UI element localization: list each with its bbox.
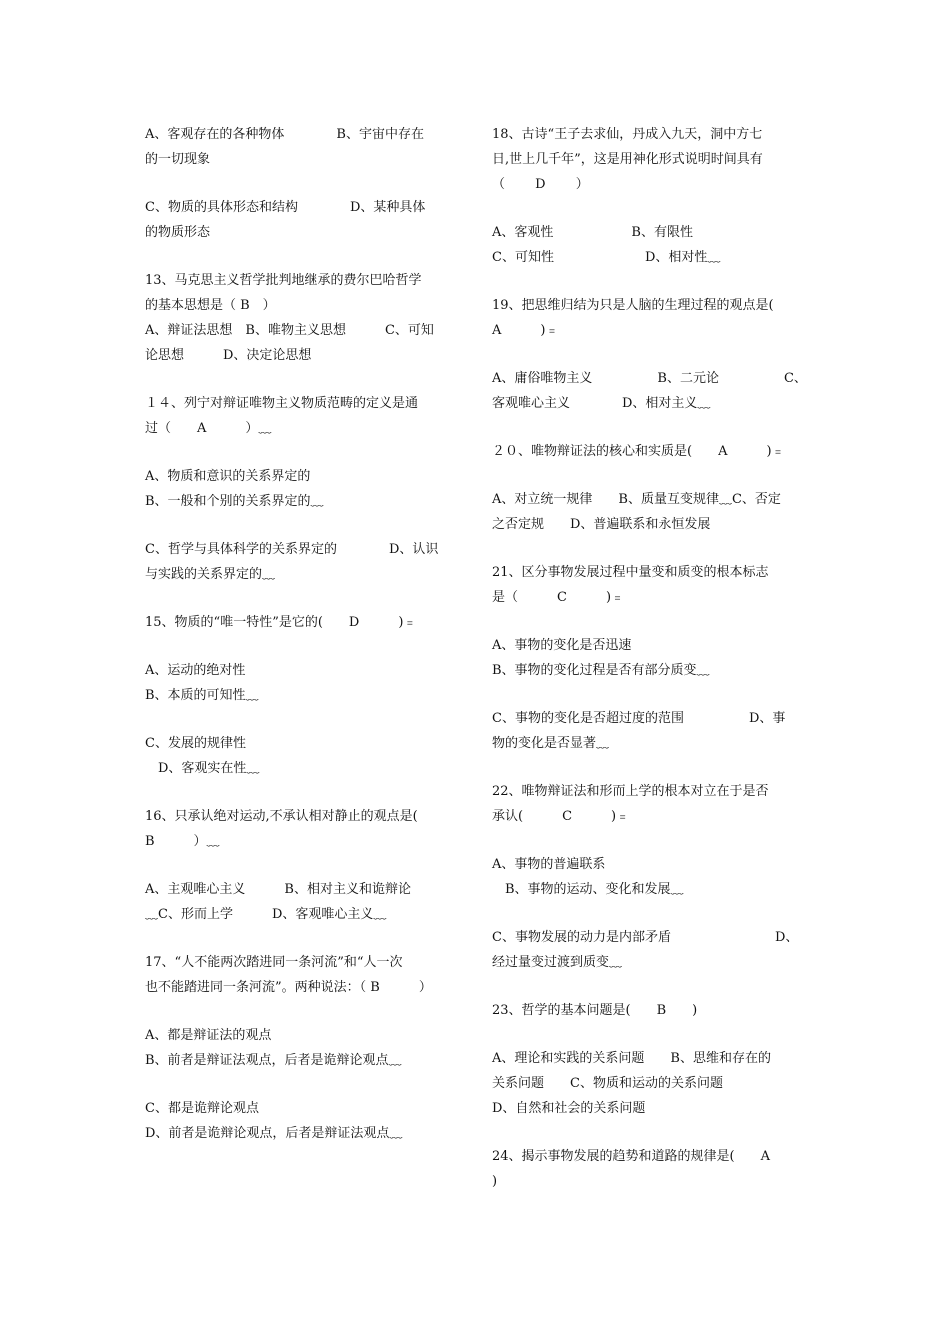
block-gap (492, 270, 810, 293)
text-line: 物的变化是否显著﹏ (492, 736, 610, 751)
block-gap (492, 829, 810, 852)
text-line: D、客观实在性﹏ (145, 761, 260, 776)
text-line: 之否定规 D、普遍联系和永恒发展 (492, 517, 711, 532)
text-line: A、理论和实践的关系问题 B、思维和存在的 (492, 1051, 771, 1066)
text-line: 与实践的关系界定的﹏ (145, 567, 276, 582)
question-block (145, 1096, 457, 1146)
block-gap (492, 975, 810, 998)
question-block (492, 220, 810, 270)
block-gap (145, 708, 457, 731)
text-line: 17、“人不能两次踏进同一条河流”和“人一次 (145, 955, 403, 970)
question-block (145, 877, 457, 927)
question-block (145, 122, 457, 172)
question-block (145, 268, 457, 368)
text-line: 15、物质的“唯一特性”是它的( D )﹦ (145, 615, 417, 630)
question-block (492, 560, 810, 610)
block-gap (145, 441, 457, 464)
text-line: 的基本思想是（ B ） (145, 298, 276, 313)
question-block (145, 950, 457, 1000)
question-block (492, 366, 810, 416)
text-line: C、事物发展的动力是内部矛盾 D、 (492, 930, 799, 945)
question-block (492, 487, 810, 537)
text-line: 24、揭示事物发展的趋势和道路的规律是( A (492, 1149, 771, 1164)
text-line: 的物质形态 (145, 225, 211, 240)
text-line: 客观唯心主义 D、相对主义﹏ (492, 396, 711, 411)
block-gap (145, 781, 457, 804)
block-gap (492, 902, 810, 925)
block-gap (145, 514, 457, 537)
question-block (492, 122, 810, 197)
text-line: 论思想 D、决定论思想 (145, 348, 312, 363)
block-gap (492, 197, 810, 220)
question-block (492, 633, 810, 683)
question-block (145, 658, 457, 708)
text-line: 承认( C )﹦ (492, 809, 630, 824)
question-block (145, 391, 457, 441)
text-line: A、运动的绝对性 (145, 663, 246, 678)
block-gap (492, 756, 810, 779)
question-block (145, 731, 457, 781)
text-line: ) (492, 1174, 498, 1189)
text-line: D、前者是诡辩论观点，后者是辩证法观点﹏ (145, 1126, 403, 1141)
question-block (492, 1144, 810, 1194)
block-gap (145, 927, 457, 950)
text-line: 经过量变过渡到质变﹏ (492, 955, 623, 970)
question-block (145, 610, 457, 635)
block-gap (492, 683, 810, 706)
text-line: 21、区分事物发展过程中量变和质变的根本标志 (492, 565, 769, 580)
text-line: B、一般和个别的关系界定的﹏ (145, 494, 324, 509)
text-line: B、前者是辩证法观点，后者是诡辩论观点﹏ (145, 1053, 402, 1068)
block-gap (492, 343, 810, 366)
text-line: 关系问题 C、物质和运动的关系问题 (492, 1076, 723, 1091)
question-block (492, 439, 810, 464)
block-gap (145, 245, 457, 268)
text-line: 23、哲学的基本问题是( B ) (492, 1003, 698, 1018)
text-line: B、本质的可知性﹏ (145, 688, 259, 703)
block-gap (145, 1000, 457, 1023)
text-line: A、事物的变化是否迅速 (492, 638, 632, 653)
question-block (492, 925, 810, 975)
text-line: １４、列宁对辩证唯物主义物质范畴的定义是通 (145, 396, 419, 411)
text-line: C、发展的规律性 (145, 736, 246, 751)
text-line: C、哲学与具体科学的关系界定的 D、认识 (145, 542, 439, 557)
block-gap (145, 368, 457, 391)
text-line: 是（ C )﹦ (492, 590, 625, 605)
question-block (492, 706, 810, 756)
left-column (145, 122, 457, 1146)
text-line: A、对立统一规律 B、质量互变规律﹏C、否定 (492, 492, 781, 507)
text-line: C、都是诡辩论观点 (145, 1101, 259, 1116)
block-gap (492, 1121, 810, 1144)
text-line: ２０、唯物辩证法的核心和实质是( A )﹦ (492, 444, 785, 459)
question-block (492, 998, 810, 1023)
question-block (145, 804, 457, 854)
block-gap (492, 610, 810, 633)
text-line: 16、只承认绝对运动,不承认相对静止的观点是( (145, 809, 418, 824)
block-gap (492, 464, 810, 487)
text-line: A、主观唯心主义 B、相对主义和诡辩论 (145, 882, 411, 897)
block-gap (492, 1023, 810, 1046)
text-line: 18、古诗“王子去求仙，丹成入九天，洞中方七 (492, 127, 763, 142)
text-line: 19、把思维归结为只是人脑的生理过程的观点是( (492, 298, 774, 313)
block-gap (492, 416, 810, 439)
text-line: （ D ） (492, 177, 589, 192)
text-line: 22、唯物辩证法和形而上学的根本对立在于是否 (492, 784, 769, 799)
block-gap (492, 537, 810, 560)
text-line: A、客观存在的各种物体 B、宇宙中存在 (145, 127, 424, 142)
text-line: A、物质和意识的关系界定的 (145, 469, 311, 484)
question-block (145, 195, 457, 245)
text-line: A )﹦ (492, 323, 559, 338)
question-block (145, 1023, 457, 1073)
block-gap (145, 172, 457, 195)
text-line: C、可知性 D、相对性﹏ (492, 250, 721, 265)
text-line: 13、马克思主义哲学批判地继承的费尔巴哈哲学 (145, 273, 422, 288)
text-line: C、事物的变化是否超过度的范围 D、事 (492, 711, 786, 726)
right-column (492, 122, 810, 1194)
text-line: 日,世上几千年”，这是用神化形式说明时间具有 (492, 152, 763, 167)
text-line: B、事物的变化过程是否有部分质变﹏ (492, 663, 710, 678)
text-line: 过（ A ）﹏ (145, 421, 272, 436)
block-gap (145, 854, 457, 877)
text-line: 也不能踏进同一条河流”。两种说法：（ B ） (145, 980, 432, 995)
question-block (145, 464, 457, 514)
block-gap (145, 1073, 457, 1096)
text-line: B ）﹏ (145, 834, 220, 849)
question-block (492, 293, 810, 343)
block-gap (145, 587, 457, 610)
question-block (492, 779, 810, 829)
text-line: A、事物的普遍联系 (492, 857, 606, 872)
text-line: D、自然和社会的关系问题 (492, 1101, 646, 1116)
text-line: B、事物的运动、变化和发展﹏ (492, 882, 684, 897)
text-line: ﹏C、形而上学 D、客观唯心主义﹏ (145, 907, 387, 922)
text-line: A、客观性 B、有限性 (492, 225, 693, 240)
text-line: C、物质的具体形态和结构 D、某种具体 (145, 200, 426, 215)
text-line: A、庸俗唯物主义 B、二元论 C、 (492, 371, 807, 386)
block-gap (145, 635, 457, 658)
text-line: 的一切现象 (145, 152, 211, 167)
text-line: A、辩证法思想 B、唯物主义思想 C、可知 (145, 323, 434, 338)
question-block (492, 1046, 810, 1121)
question-block (145, 537, 457, 587)
text-line: A、都是辩证法的观点 (145, 1028, 272, 1043)
question-block (492, 852, 810, 902)
